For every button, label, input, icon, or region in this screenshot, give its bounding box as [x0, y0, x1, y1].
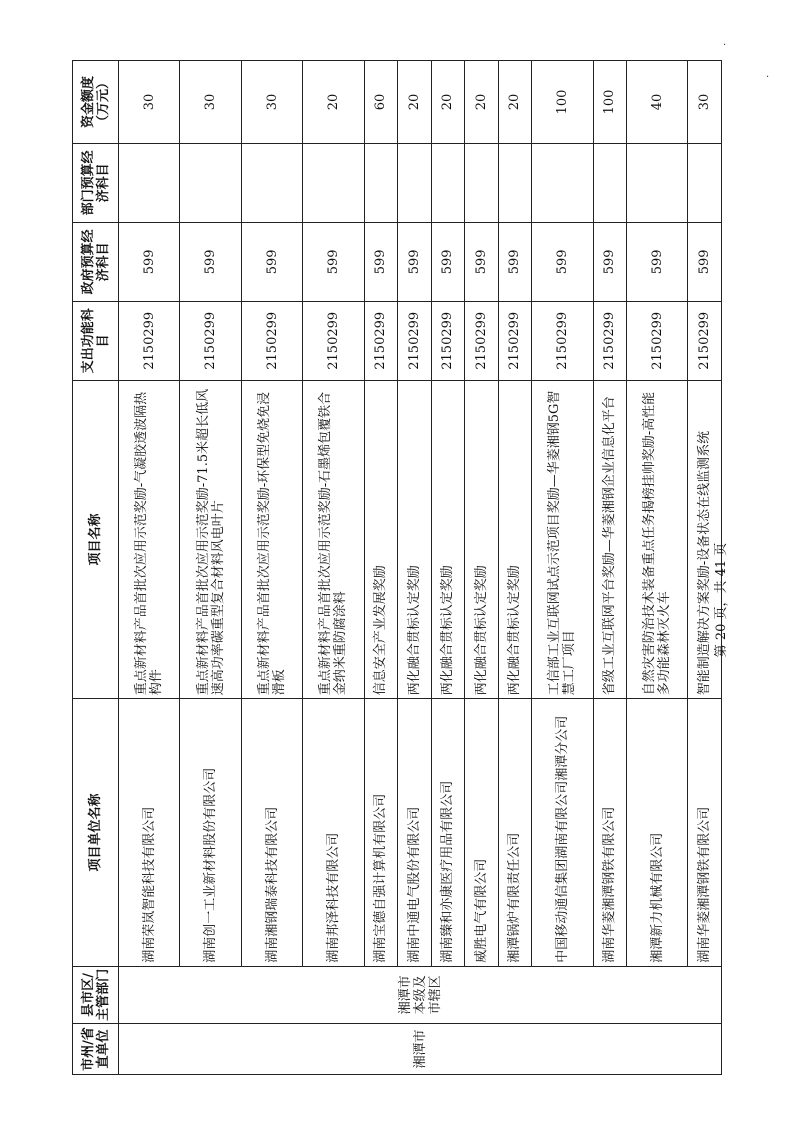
amount-cell: 60 [364, 61, 398, 144]
project-cell: 重点新材料产品首批次应用示范奖励-环保型免烧免浸滑板 [241, 380, 302, 698]
func-cell: 2150299 [241, 301, 302, 380]
table-row [431, 61, 465, 1075]
func-cell: 2150299 [688, 301, 722, 380]
table-row [180, 61, 241, 1075]
unit-cell: 湖南邦泽科技有限公司 [303, 699, 364, 967]
table-row [241, 61, 302, 1075]
func-cell: 2150299 [180, 301, 241, 380]
unit-cell: 湖南华菱湘潭钢铁有限公司 [593, 699, 627, 967]
page-footer: 第 20 页，共 41 页 [714, 542, 729, 658]
district-cell: 湘潭市本级及市辖区 [119, 966, 722, 1023]
gov-cell: 599 [498, 222, 532, 301]
unit-cell: 湘潭新力机械有限公司 [627, 699, 688, 967]
scan-speck: · [766, 72, 770, 83]
funding-table [72, 60, 722, 1075]
project-cell: 两化融合贯标认定奖励 [465, 380, 499, 698]
table-row [364, 61, 398, 1075]
header-project: 项目名称 [73, 380, 119, 698]
amount-cell: 30 [180, 61, 241, 144]
func-cell: 2150299 [532, 301, 593, 380]
dept-cell [180, 143, 241, 222]
func-cell: 2150299 [398, 301, 432, 380]
gov-cell: 599 [119, 222, 180, 301]
amount-cell: 20 [431, 61, 465, 144]
header-amount: 资金额度（万元） [73, 61, 119, 144]
dept-cell [241, 143, 302, 222]
amount-cell: 20 [498, 61, 532, 144]
gov-cell: 599 [532, 222, 593, 301]
amount-cell: 100 [532, 61, 593, 144]
table-body [119, 61, 722, 1075]
unit-cell: 威胜电气有限公司 [465, 699, 499, 967]
amount-cell: 100 [593, 61, 627, 144]
dept-cell [498, 143, 532, 222]
dept-cell [303, 143, 364, 222]
func-cell: 2150299 [627, 301, 688, 380]
dept-cell [627, 143, 688, 222]
header-func: 支出功能科目 [73, 301, 119, 380]
amount-cell: 30 [119, 61, 180, 144]
unit-cell: 湖南荣岚智能科技有限公司 [119, 699, 180, 967]
scan-speck: · [723, 40, 727, 51]
rotated-table-frame [72, 60, 722, 1075]
unit-cell: 湖南宝德自强计算机有限公司 [364, 699, 398, 967]
amount-cell: 20 [465, 61, 499, 144]
gov-cell: 599 [364, 222, 398, 301]
table-row [532, 61, 593, 1075]
dept-cell [364, 143, 398, 222]
gov-cell: 599 [431, 222, 465, 301]
project-cell: 省级工业互联网平台奖励—华菱湘钢企业信息化平台 [593, 380, 627, 698]
func-cell: 2150299 [431, 301, 465, 380]
table-row [498, 61, 532, 1075]
city-cell: 湘潭市 [119, 1024, 722, 1075]
project-cell: 重点新材料产品首批次应用示范奖励-石墨烯包覆铁合金纳米重防腐涂料 [303, 380, 364, 698]
header-city: 市州/省直单位 [73, 1024, 119, 1075]
header-row [73, 61, 119, 1075]
project-cell: 两化融合贯标认定奖励 [431, 380, 465, 698]
table-row [593, 61, 627, 1075]
amount-cell: 30 [688, 61, 722, 144]
gov-cell: 599 [627, 222, 688, 301]
table-row [119, 61, 180, 1075]
table-row [303, 61, 364, 1075]
dept-cell [465, 143, 499, 222]
func-cell: 2150299 [119, 301, 180, 380]
project-cell: 两化融合贯标认定奖励 [398, 380, 432, 698]
unit-cell: 湘潭锅炉有限责任公司 [498, 699, 532, 967]
unit-cell: 湖南创一工业新材料股份有限公司 [180, 699, 241, 967]
dept-cell [398, 143, 432, 222]
amount-cell: 20 [398, 61, 432, 144]
unit-cell: 湖南中通电气股份有限公司 [398, 699, 432, 967]
amount-cell: 40 [627, 61, 688, 144]
gov-cell: 599 [398, 222, 432, 301]
table-row [627, 61, 688, 1075]
dept-cell [532, 143, 593, 222]
project-cell: 工信部工业互联网试点示范项目奖励—华菱湘钢5G智慧工厂项目 [532, 380, 593, 698]
unit-cell: 湖南华菱湘潭钢铁有限公司 [688, 699, 722, 967]
header-dept: 部门预算经济科目 [73, 143, 119, 222]
unit-cell: 湖南臻和亦康医疗用品有限公司 [431, 699, 465, 967]
table-row [465, 61, 499, 1075]
project-cell: 智能制造解决方案奖励-设备状态在线监测系统 [688, 380, 722, 698]
dept-cell [688, 143, 722, 222]
project-cell: 信息安全产业发展奖励 [364, 380, 398, 698]
func-cell: 2150299 [465, 301, 499, 380]
project-cell: 重点新材料产品首批次应用示范奖励-71.5米超长低风速高功率碳重型复合材料风电叶片 [180, 380, 241, 698]
project-cell: 自然灾害防治技术装备重点任务揭榜挂帅奖励-高性能多功能森林灭火车 [627, 380, 688, 698]
project-cell: 两化融合贯标认定奖励 [498, 380, 532, 698]
func-cell: 2150299 [593, 301, 627, 380]
func-cell: 2150299 [364, 301, 398, 380]
gov-cell: 599 [303, 222, 364, 301]
header-unit: 项目单位名称 [73, 699, 119, 967]
unit-cell: 湖南湘钢瑞泰科技有限公司 [241, 699, 302, 967]
amount-cell: 30 [241, 61, 302, 144]
unit-cell: 中国移动通信集团湖南有限公司湘潭分公司 [532, 699, 593, 967]
dept-cell [119, 143, 180, 222]
gov-cell: 599 [465, 222, 499, 301]
gov-cell: 599 [688, 222, 722, 301]
dept-cell [431, 143, 465, 222]
header-district: 县市区/主管部门 [73, 966, 119, 1023]
project-cell: 重点新材料产品首批次应用示范奖励-气凝胶透波隔热构件 [119, 380, 180, 698]
amount-cell: 20 [303, 61, 364, 144]
gov-cell: 599 [593, 222, 627, 301]
table-row [398, 61, 432, 1075]
func-cell: 2150299 [303, 301, 364, 380]
func-cell: 2150299 [498, 301, 532, 380]
gov-cell: 599 [241, 222, 302, 301]
dept-cell [593, 143, 627, 222]
gov-cell: 599 [180, 222, 241, 301]
header-gov: 政府预算经济科目 [73, 222, 119, 301]
